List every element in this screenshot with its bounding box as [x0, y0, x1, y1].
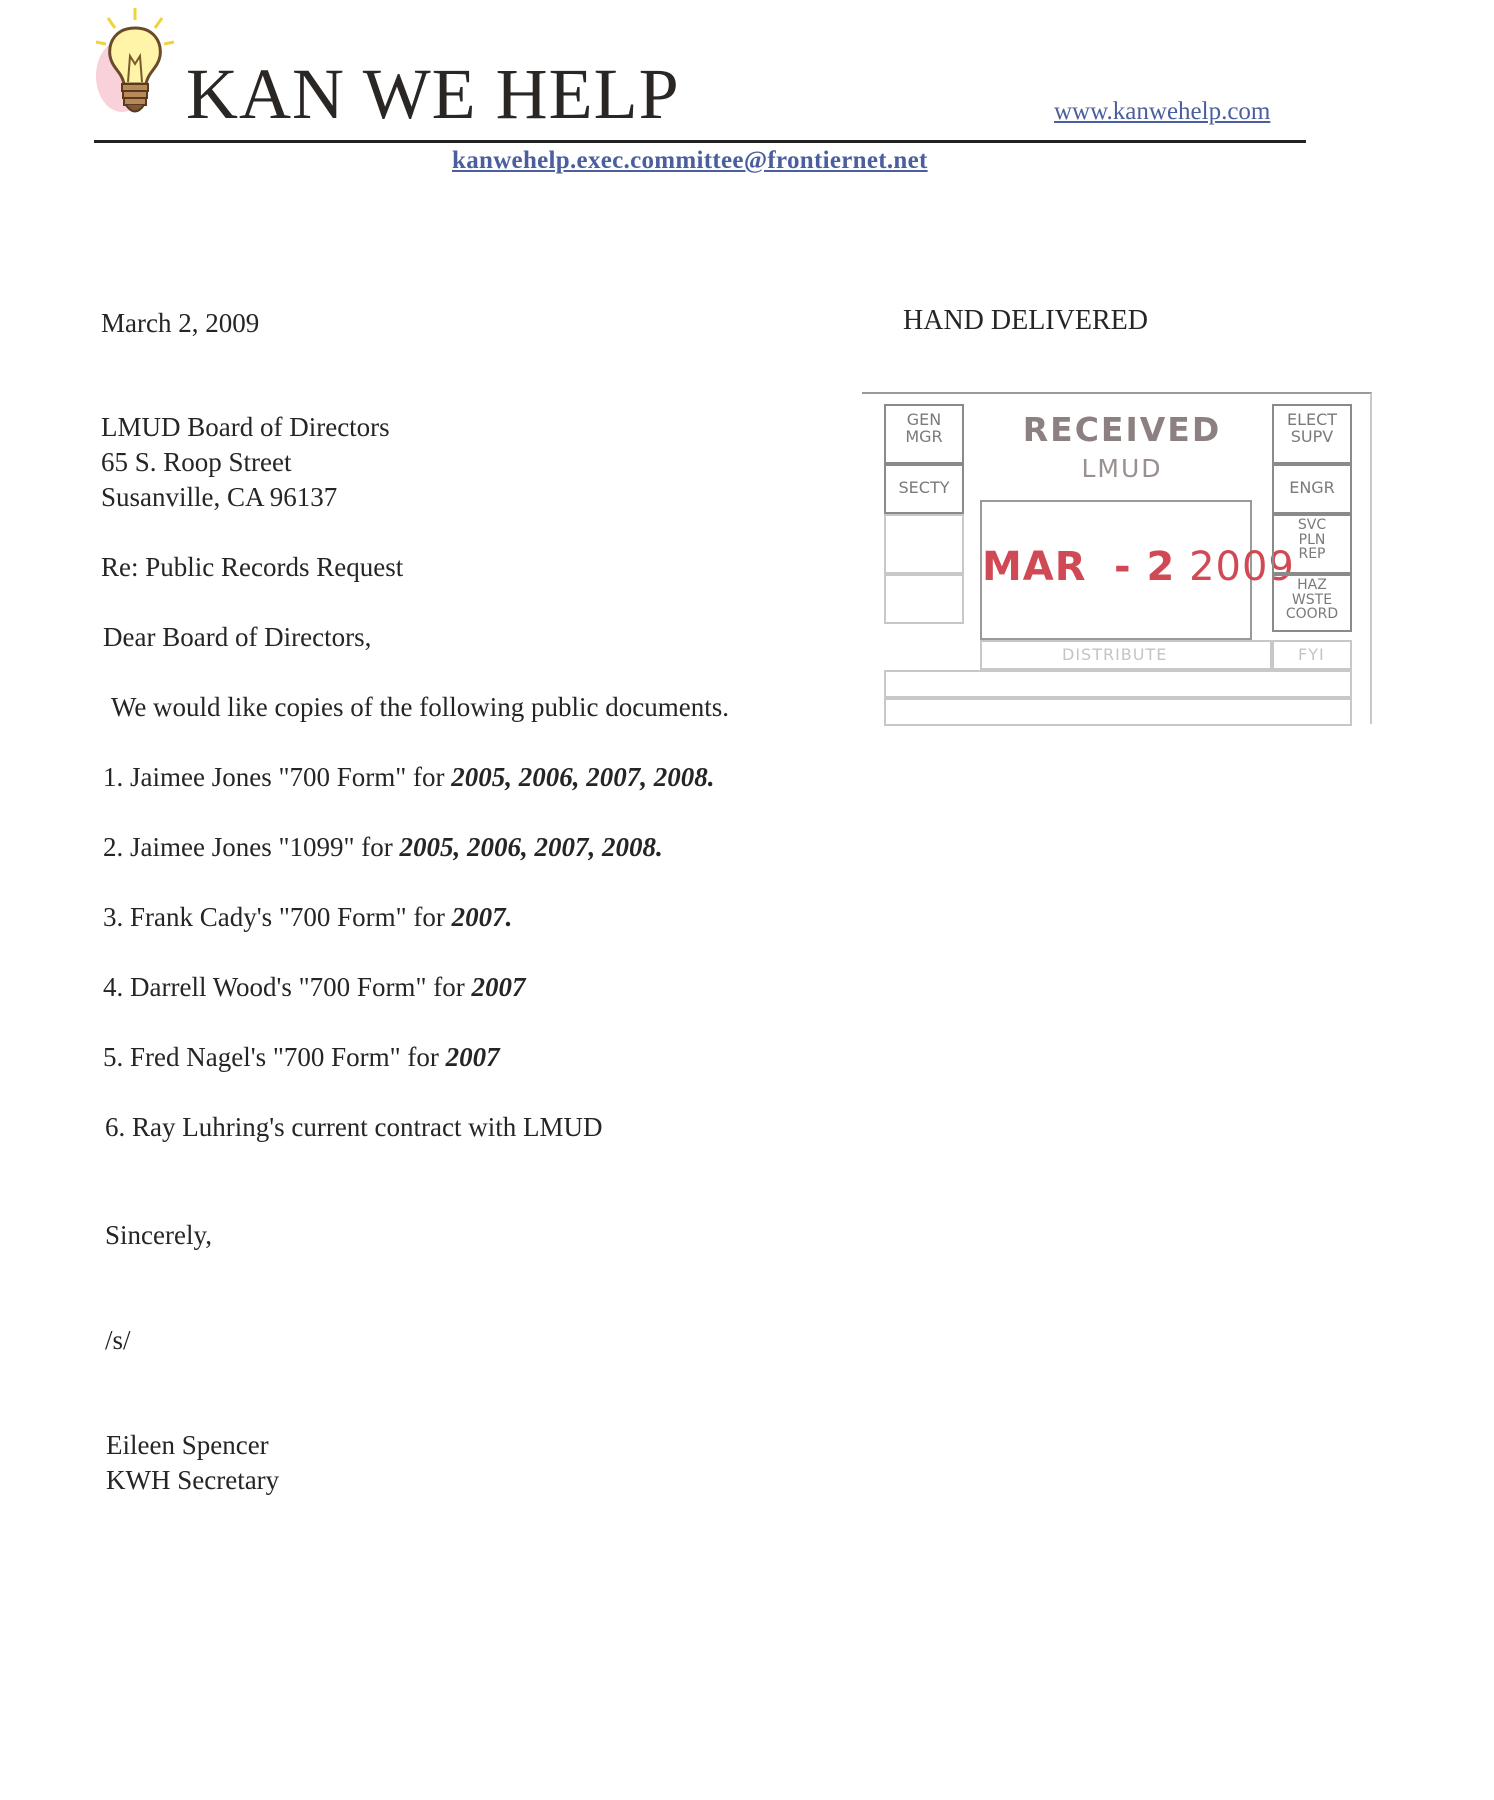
salutation: Dear Board of Directors, — [103, 622, 372, 652]
list-item: 1. Jaimee Jones "700 Form" for 2005, 2006, 2007, 2008. — [103, 762, 715, 792]
stamp-blank-box — [884, 514, 964, 574]
delivery-note: HAND DELIVERED — [903, 305, 1148, 336]
letter-date: March 2, 2009 — [101, 308, 260, 338]
stamp-date-box — [980, 500, 1295, 640]
stamp-secty: SECTY — [884, 464, 964, 514]
email-link[interactable]: kanwehelp.exec.committee@frontiernet.net — [452, 147, 928, 174]
stamp-distribute-label: DISTRIBUTE — [1062, 645, 1168, 664]
stamp-faded-row — [884, 670, 1352, 698]
received-stamp — [862, 392, 1370, 742]
list-item: 6. Ray Luhring's current contract with LMUD — [105, 1112, 603, 1142]
signer-title: KWH Secretary — [106, 1465, 280, 1495]
list-item: 5. Fred Nagel's "700 Form" for 2007 — [103, 1042, 500, 1072]
stamp-fyi-box — [1272, 640, 1352, 670]
recipient-line-3: Susanville, CA 96137 — [101, 482, 338, 512]
intro-paragraph: We would like copies of the following public documents. — [111, 692, 729, 722]
list-item: 4. Darrell Wood's "700 Form" for 2007 — [103, 972, 526, 1002]
stamp-haz-wste-coord: HAZ WSTE COORD — [1272, 574, 1352, 632]
list-item: 3. Frank Cady's "700 Form" for 2007. — [103, 902, 513, 932]
subject-line: Re: Public Records Request — [101, 552, 404, 582]
list-item: 2. Jaimee Jones "1099" for 2005, 2006, 2007, 2008. — [103, 832, 663, 862]
closing: Sincerely, — [105, 1220, 212, 1250]
letterhead-divider — [94, 140, 1306, 143]
stamp-org-label: LMUD — [1081, 454, 1163, 483]
recipient-line-2: 65 S. Roop Street — [101, 447, 292, 477]
stamp-date: MAR - 2 2009 — [982, 544, 1295, 590]
stamp-engr: ENGR — [1272, 464, 1352, 514]
stamp-faded-row — [884, 698, 1352, 726]
stamp-distribute-row — [980, 640, 1272, 670]
signature: /s/ — [105, 1325, 131, 1355]
stamp-gen-mgr: GEN MGR — [884, 404, 964, 464]
stamp-elect-supv: ELECT SUPV — [1272, 404, 1352, 464]
lightbulb-logo-icon — [92, 6, 178, 126]
website-link[interactable]: www.kanwehelp.com — [1054, 98, 1271, 125]
stamp-fyi-label: FYI — [1298, 645, 1325, 664]
recipient-line-1: LMUD Board of Directors — [101, 412, 390, 442]
stamp-received-label: RECEIVED — [1022, 410, 1222, 449]
signer-name: Eileen Spencer — [106, 1430, 269, 1460]
stamp-svc-pln-rep: SVC PLN REP — [1272, 514, 1352, 574]
organization-name: KAN WE HELP — [186, 54, 680, 134]
stamp-blank-box — [884, 574, 964, 624]
